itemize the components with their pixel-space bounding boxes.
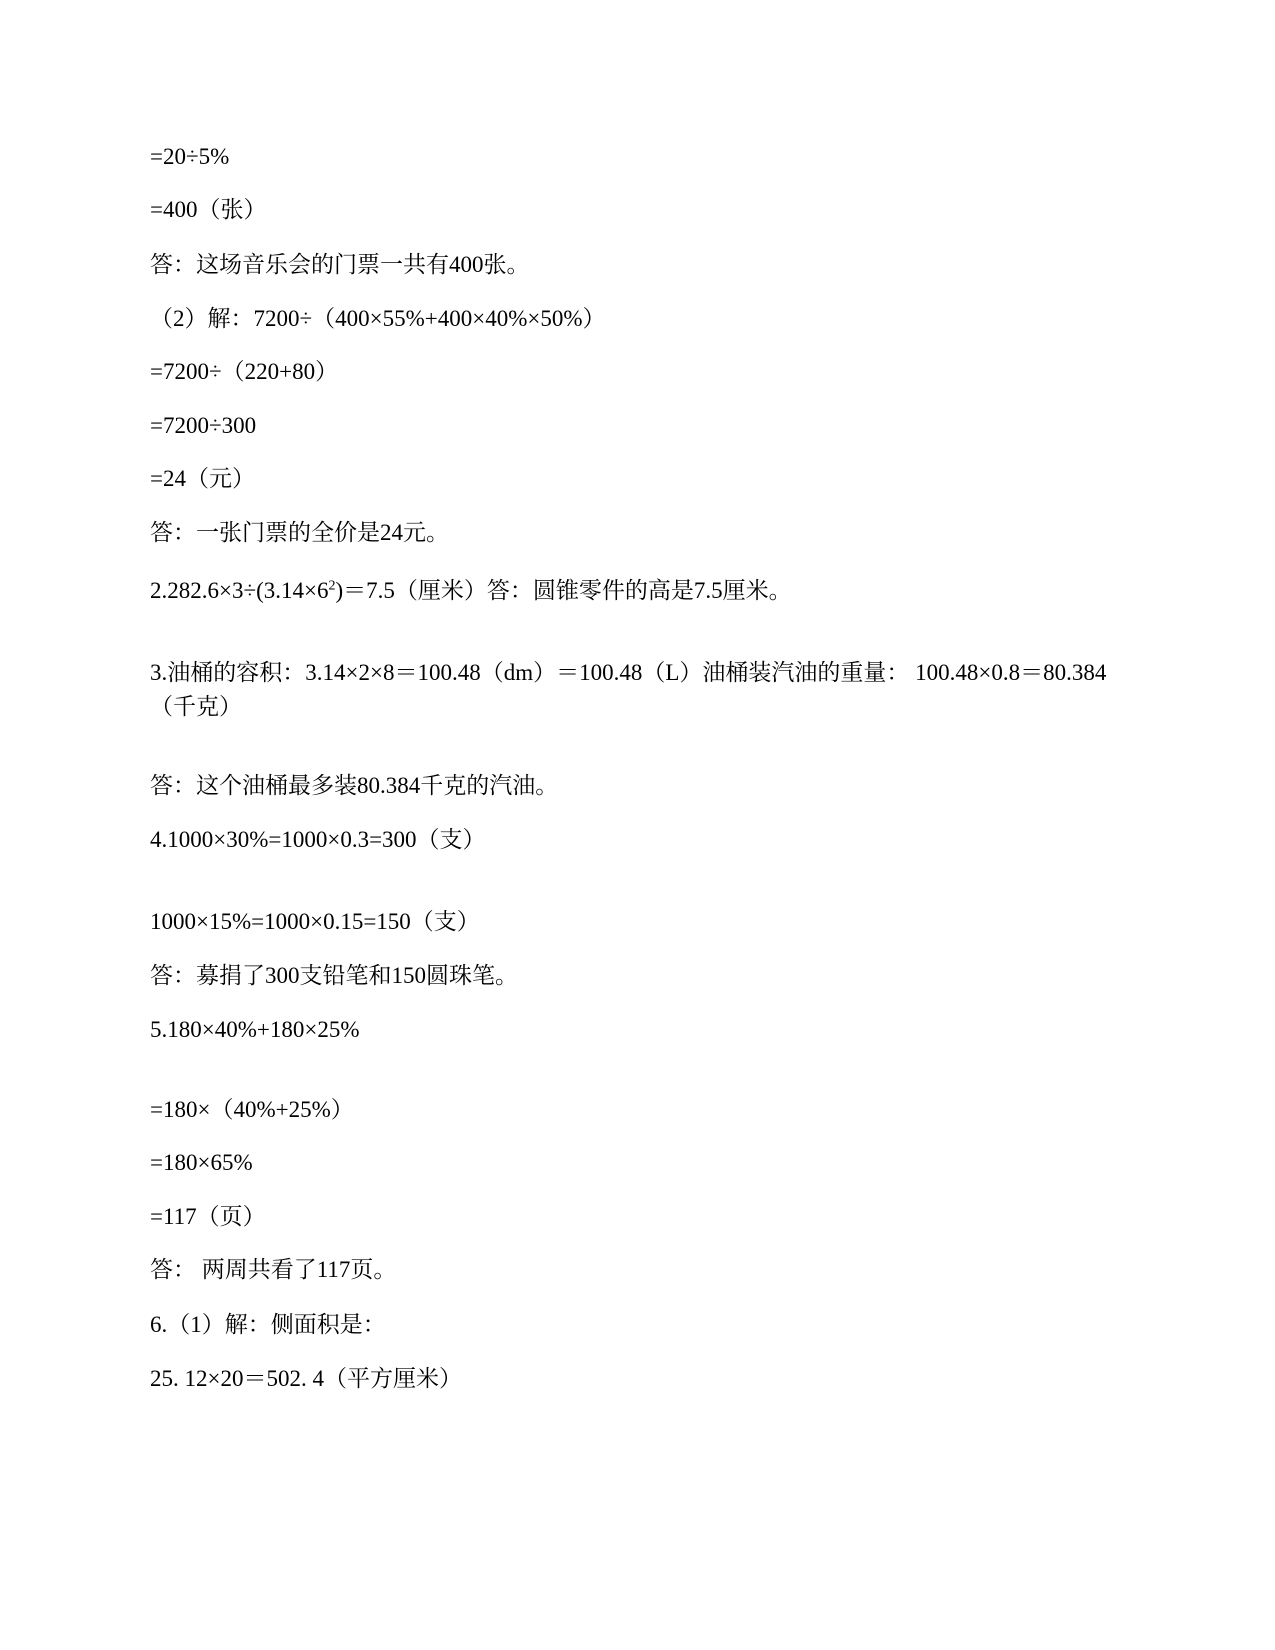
problem-2-text-start: 2.282.6×3÷(3.14×6 — [150, 578, 329, 603]
calc-line: =180×（40%+25%） — [150, 1097, 354, 1122]
problem-3-line: 3.油桶的容积：3.14×2×8＝100.48（dm）＝100.48（L）油桶装汽油的重量： 100.48×0.8＝80.384（千克） — [150, 660, 1107, 719]
answer-line: 答：一张门票的全价是24元。 — [150, 520, 449, 545]
calc-line: =20÷5% — [150, 144, 230, 169]
solution-line: （2）解：7200÷（400×55%+400×40%×50%） — [150, 306, 606, 331]
calc-line: =400（张） — [150, 197, 267, 222]
problem-4-line: 4.1000×30%=1000×0.3=300（支） — [150, 827, 486, 852]
calc-line: =24（元） — [150, 466, 255, 491]
problem-2-text-end: )＝7.5（厘米）答：圆锥零件的高是7.5厘米。 — [335, 578, 792, 603]
answer-line: 答： 两周共看了117页。 — [150, 1257, 397, 1282]
answer-line: 答：这场音乐会的门票一共有400张。 — [150, 252, 530, 277]
answer-line: 答：募捐了300支铅笔和150圆珠笔。 — [150, 963, 518, 988]
calc-line: =7200÷300 — [150, 413, 257, 438]
calc-line: =180×65% — [150, 1150, 253, 1175]
problem-6-line: 6.（1）解：侧面积是： — [150, 1312, 386, 1337]
answer-line: 答：这个油桶最多装80.384千克的汽油。 — [150, 773, 559, 798]
exponent: 2 — [328, 578, 336, 594]
problem-2-line — [150, 574, 792, 608]
calc-line: =117（页） — [150, 1204, 266, 1229]
calc-line: =7200÷（220+80） — [150, 359, 339, 384]
problem-5-line: 5.180×40%+180×25% — [150, 1017, 360, 1042]
calc-line: 25. 12×20＝502. 4（平方厘米） — [150, 1366, 462, 1391]
calc-line: 1000×15%=1000×0.15=150（支） — [150, 909, 480, 934]
